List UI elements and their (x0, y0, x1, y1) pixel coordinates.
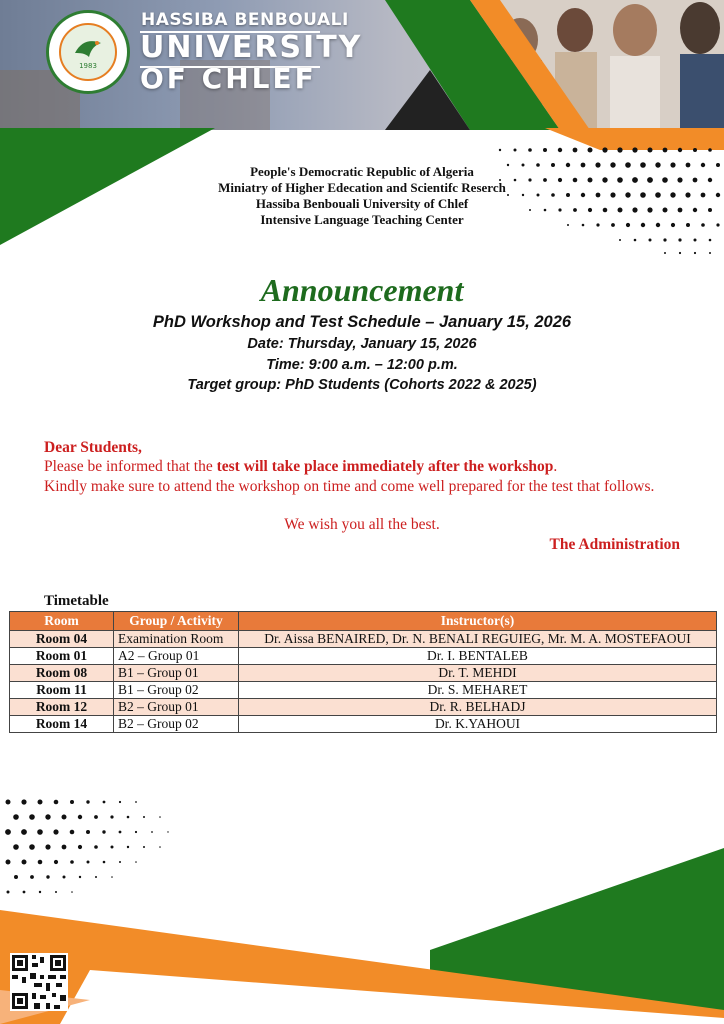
letter-emphasis: test will take place immediately after the workshop (216, 458, 554, 475)
instructor-cell: Dr. K.YAHOUI (239, 716, 717, 733)
student-figure (610, 56, 660, 130)
letter-paragraph-2: Kindly make sure to attend the workshop on time and come well prepared for the test that follows. (44, 478, 655, 495)
table-row (10, 699, 717, 716)
student-figure (557, 8, 593, 52)
letter-signature: The Administration (549, 536, 680, 553)
dove-icon (71, 31, 105, 65)
table-header-row (10, 612, 717, 631)
university-name-line3: OF CHLEF (140, 62, 317, 95)
instructor-cell: Dr. S. MEHARET (239, 682, 717, 699)
student-figure (680, 2, 720, 54)
instructor-cell: Dr. R. BELHADJ (239, 699, 717, 716)
room-cell: Room 12 (10, 699, 114, 716)
room-cell: Room 14 (10, 716, 114, 733)
letter-greeting: Dear Students, (44, 439, 142, 456)
room-cell: Room 08 (10, 665, 114, 682)
instructor-cell: Dr. I. BENTALEB (239, 648, 717, 665)
group-cell: Examination Room (114, 631, 239, 648)
header-line: Miniatry of Higher Edecation and Scientifc Reserch (218, 180, 506, 195)
group-cell: B2 – Group 02 (114, 716, 239, 733)
announcement-date: Date: Thursday, January 15, 2026 (247, 336, 477, 352)
group-cell: B1 – Group 01 (114, 665, 239, 682)
column-header: Instructor(s) (239, 612, 717, 631)
instructor-cell: Dr. T. MEHDI (239, 665, 717, 682)
logo-year: 1983 (79, 62, 97, 70)
institution-header (0, 164, 724, 228)
header-line: Intensive Language Teaching Center (260, 212, 464, 227)
university-logo (46, 10, 130, 94)
instructor-cell: Dr. Aissa BENAIRED, Dr. N. BENALI REGUIEG, Mr. M. A. MOSTEFAOUI (239, 631, 717, 648)
student-figure (680, 54, 724, 130)
announcement-subtitle: PhD Workshop and Test Schedule – January 15, 2026 (152, 313, 572, 331)
table-row (10, 716, 717, 733)
table-row (10, 648, 717, 665)
table-row (10, 682, 717, 699)
timetable (9, 611, 717, 733)
table-row (10, 665, 717, 682)
room-cell: Room 11 (10, 682, 114, 699)
student-figure (613, 4, 657, 56)
group-cell: A2 – Group 01 (114, 648, 239, 665)
column-header: Group / Activity (114, 612, 239, 631)
room-cell: Room 04 (10, 631, 114, 648)
column-header: Room (10, 612, 114, 631)
logo-emblem (59, 23, 117, 81)
announcement-title: Announcement (260, 272, 464, 308)
announcement-target: Target group: PhD Students (Cohorts 2022 & 2025) (187, 377, 537, 393)
header-line: People's Democratic Republic of Algeria (250, 164, 474, 179)
letter-text: . (553, 458, 558, 475)
announcement-time: Time: 9:00 a.m. – 12:00 p.m. (266, 357, 458, 373)
letter-text: Please be informed that the (44, 458, 217, 475)
group-cell: B2 – Group 01 (114, 699, 239, 716)
letter-paragraph-1 (44, 457, 684, 476)
footer-decoration (0, 840, 724, 1024)
table-row (10, 631, 717, 648)
room-cell: Room 01 (10, 648, 114, 665)
header-line: Hassiba Benbouali University of Chlef (255, 196, 469, 211)
group-cell: B1 – Group 02 (114, 682, 239, 699)
qr-code (10, 953, 68, 1011)
letter-wish: We wish you all the best. (284, 516, 440, 533)
university-name-line2: UNIVERSITY (140, 30, 363, 65)
university-name-line1: HASSIBA BENBOUALI (141, 10, 349, 30)
timetable-label: Timetable (44, 593, 109, 609)
